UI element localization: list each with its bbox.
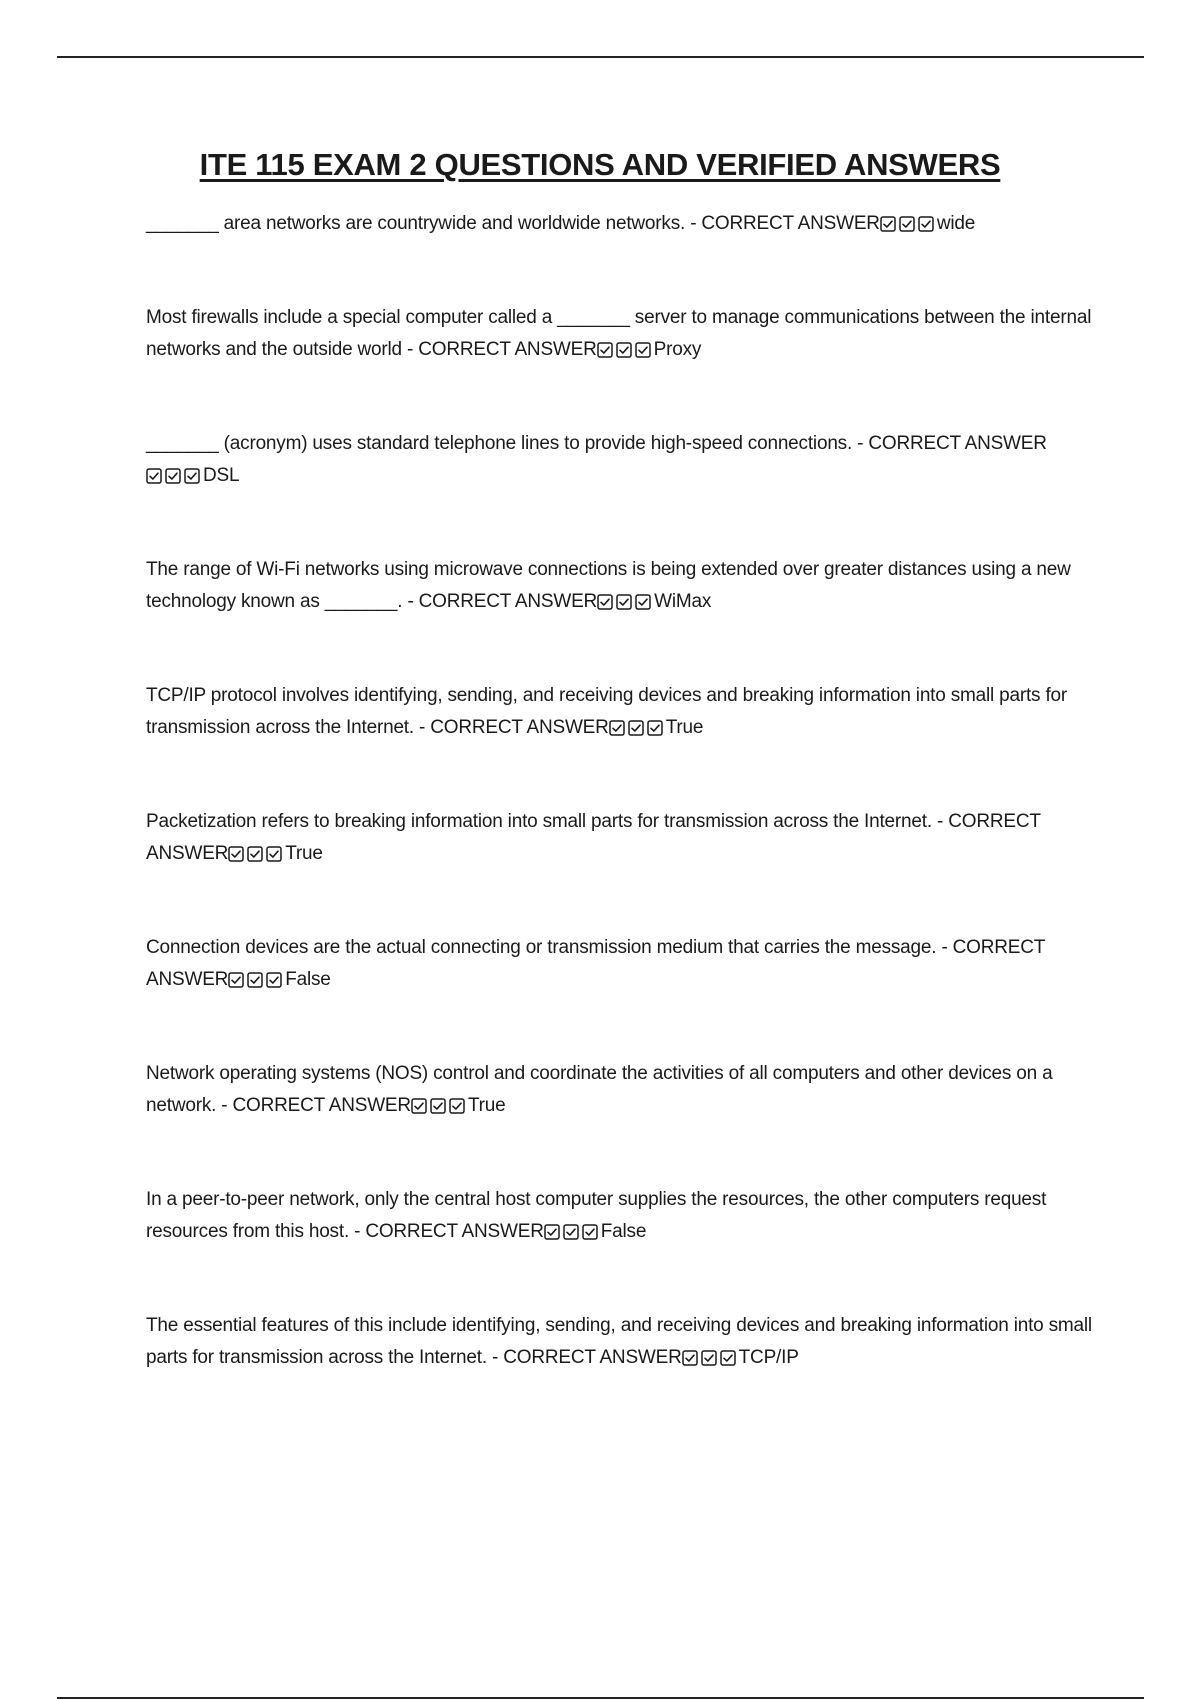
checked-box-icon — [701, 1350, 717, 1366]
checked-box-icon — [628, 720, 644, 736]
checked-box-icon — [647, 720, 663, 736]
check-marks — [609, 715, 666, 747]
answer-text: wide — [936, 213, 976, 234]
check-marks — [146, 463, 203, 495]
checked-box-icon — [582, 1224, 598, 1240]
answer-text: True — [285, 843, 323, 864]
answer-text: WiMax — [654, 591, 712, 612]
checked-box-icon — [616, 342, 632, 358]
checked-box-icon — [430, 1098, 446, 1114]
checked-box-icon — [563, 1224, 579, 1240]
qa-item — [146, 932, 1092, 999]
answer-text: Proxy — [653, 339, 702, 360]
correct-answer-label: - CORRECT ANSWER — [413, 717, 609, 738]
checked-box-icon — [544, 1224, 560, 1240]
question-text: Most firewalls include a special computer called a _______ server to manage communications between the internal networks and the outside world — [146, 307, 1092, 360]
question-text: In a peer-to-peer network, only the central host computer supplies the resources, the other computers request resources from this host. — [146, 1189, 1047, 1242]
checked-box-icon — [266, 972, 282, 988]
question-text: Packetization refers to breaking information into small parts for transmission across the Internet. — [146, 811, 932, 832]
answer-text: True — [665, 717, 704, 738]
check-marks — [597, 337, 654, 369]
checked-box-icon — [247, 972, 263, 988]
checked-box-icon — [899, 216, 915, 232]
checked-box-icon — [228, 972, 244, 988]
checked-box-icon — [616, 594, 632, 610]
correct-answer-label: - CORRECT ANSWER — [146, 811, 1041, 864]
qa-item — [146, 428, 1092, 495]
answer-text: True — [467, 1095, 506, 1116]
page-title: ITE 115 EXAM 2 QUESTIONS AND VERIFIED ANSWERS — [199, 147, 1001, 182]
checked-box-icon — [682, 1350, 698, 1366]
qa-item — [146, 1310, 1092, 1377]
answer-text: False — [600, 1221, 647, 1242]
check-marks — [228, 841, 285, 873]
check-marks — [411, 1093, 468, 1125]
question-text: Network operating systems (NOS) control and coordinate the activities of all computers and other devices on a network. — [146, 1063, 1053, 1116]
checked-box-icon — [720, 1350, 736, 1366]
top-divider — [57, 56, 1144, 58]
qa-item — [146, 302, 1092, 369]
checked-box-icon — [247, 846, 263, 862]
checked-box-icon — [228, 846, 244, 862]
checked-box-icon — [184, 468, 200, 484]
checked-box-icon — [635, 342, 651, 358]
check-marks — [682, 1345, 739, 1377]
check-marks — [228, 967, 285, 999]
correct-answer-label: - CORRECT ANSWER — [685, 213, 880, 234]
question-text: The range of Wi-Fi networks using microwave connections is being extended over greater distances using a new technology known as _______. — [146, 559, 1071, 612]
qa-item — [146, 806, 1092, 873]
correct-answer-label: - CORRECT ANSWER — [146, 937, 1045, 990]
question-text: The essential features of this include identifying, sending, and receiving devices and breaking information into small parts for transmission across the Internet. — [146, 1315, 1092, 1368]
question-answer-list — [146, 208, 1092, 1436]
correct-answer-label: - CORRECT ANSWER — [852, 433, 1047, 454]
checked-box-icon — [609, 720, 625, 736]
qa-item — [146, 554, 1092, 621]
checked-box-icon — [146, 468, 162, 484]
qa-item — [146, 1184, 1092, 1251]
checked-box-icon — [411, 1098, 427, 1114]
checked-box-icon — [635, 594, 651, 610]
answer-text: DSL — [203, 465, 240, 486]
correct-answer-label: - CORRECT ANSWER — [486, 1347, 682, 1368]
answer-text: TCP/IP — [738, 1347, 799, 1368]
qa-item — [146, 1058, 1092, 1125]
checked-box-icon — [266, 846, 282, 862]
question-text: _______ area networks are countrywide and worldwide networks. — [146, 213, 686, 234]
qa-item — [146, 208, 1092, 243]
answer-text: False — [285, 969, 331, 990]
check-marks — [880, 211, 937, 243]
checked-box-icon — [918, 216, 934, 232]
check-marks — [544, 1219, 601, 1251]
check-marks — [597, 589, 654, 621]
checked-box-icon — [597, 342, 613, 358]
checked-box-icon — [449, 1098, 465, 1114]
question-text: TCP/IP protocol involves identifying, sending, and receiving devices and breaking information into small parts for transmission across the Internet. — [146, 685, 1068, 738]
question-text: _______ (acronym) uses standard telephone lines to provide high-speed connections. — [146, 433, 853, 454]
question-text: Connection devices are the actual connecting or transmission medium that carries the message. — [146, 937, 937, 958]
checked-box-icon — [165, 468, 181, 484]
correct-answer-label: - CORRECT ANSWER — [402, 591, 598, 612]
bottom-divider — [57, 1697, 1144, 1699]
correct-answer-label: - CORRECT ANSWER — [216, 1095, 411, 1116]
checked-box-icon — [880, 216, 896, 232]
correct-answer-label: - CORRECT ANSWER — [349, 1221, 544, 1242]
checked-box-icon — [597, 594, 613, 610]
correct-answer-label: - CORRECT ANSWER — [401, 339, 597, 360]
qa-item — [146, 680, 1092, 747]
